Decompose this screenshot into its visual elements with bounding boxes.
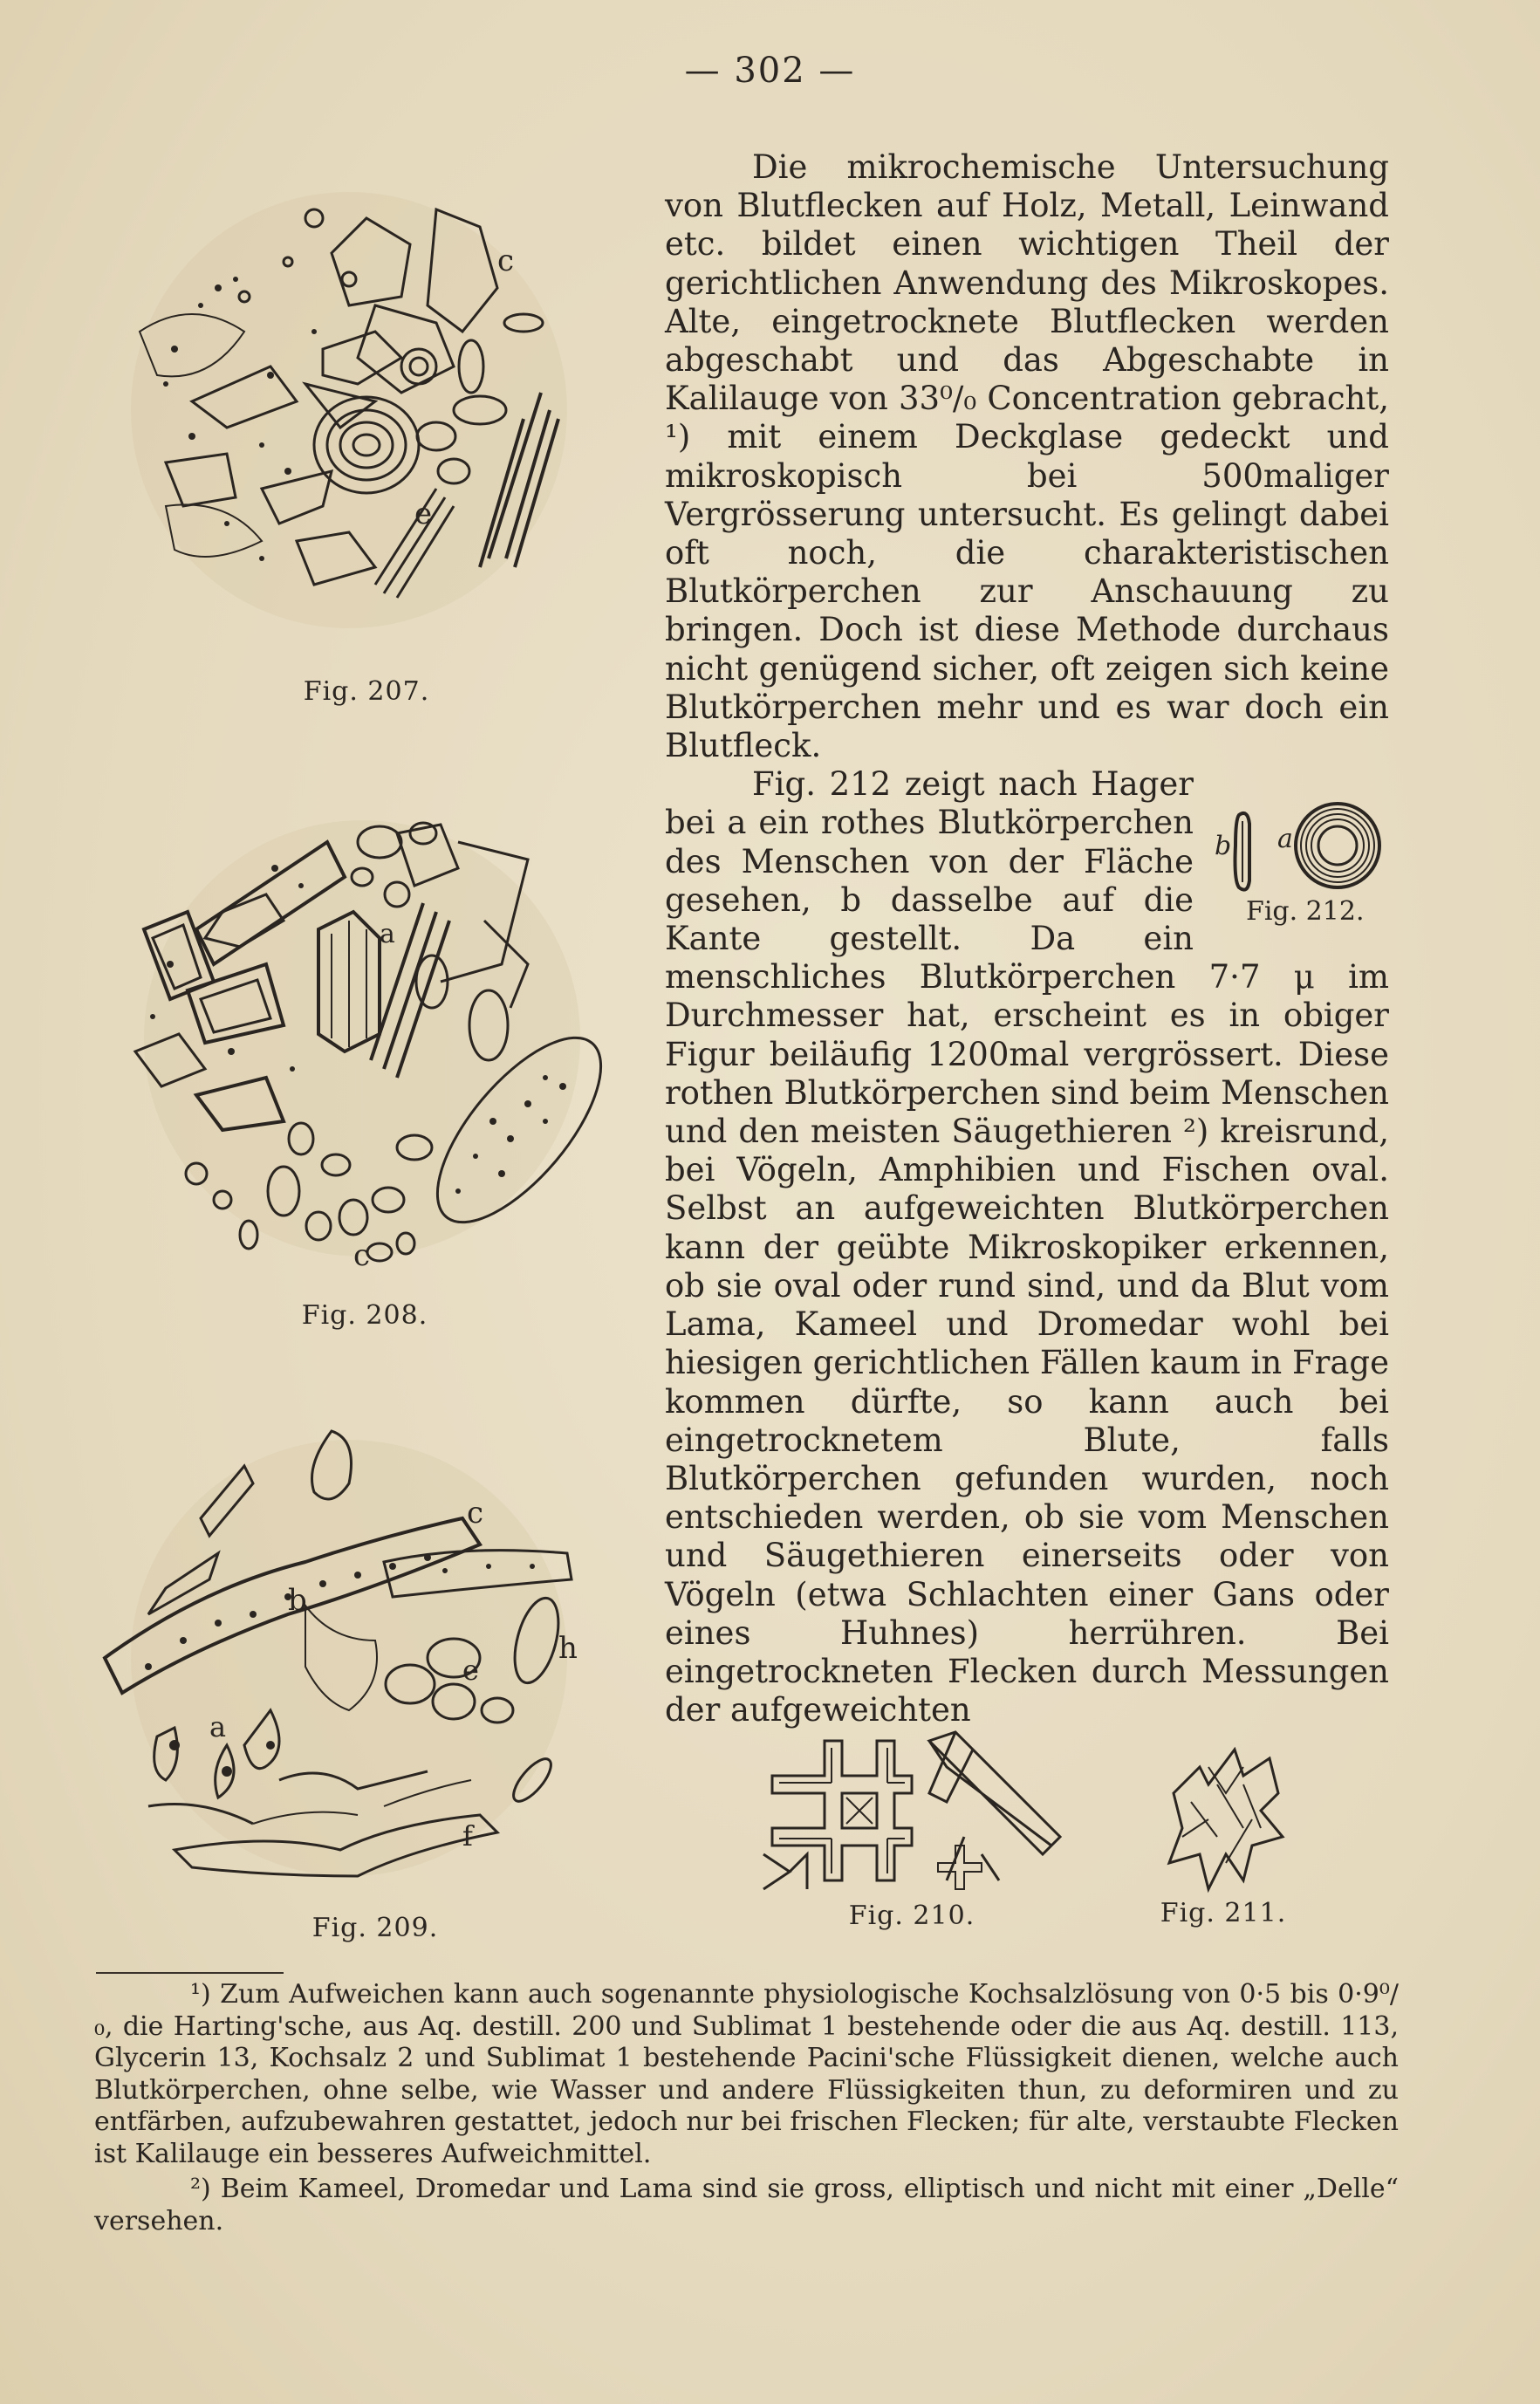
figure-208-illustration (92, 790, 633, 1287)
footnote-rule (96, 1972, 284, 1974)
figure-209-label-b: b (288, 1583, 307, 1618)
figure-207-label-c: c (497, 243, 515, 278)
figure-207-label-e: e (414, 497, 433, 531)
figure-210-illustration (755, 1723, 1069, 1898)
figure-212-label-a: a (1277, 824, 1293, 855)
figure-212 (1202, 776, 1394, 942)
figure-209-caption: Fig. 209. (311, 1913, 439, 1943)
paragraph-2: Fig. 212 zeigt nach Hager bei a ein rothes Blutkörperchen des Menschen von der Fläche gesehen, b dasselbe auf die Kante gestellt. Da ein menschliches Blutkörperchen 7·7 μ im Durchmesser hat, erscheint es in obiger Figur beiläufig 1200mal vergrössert. Diese rothen Blutkörperchen sind beim Menschen und den meisten Säugethieren ²) kreisrund, bei Vögeln, Amphibien und Fischen oval. Selbst an aufgeweichten Blutkörperchen kann der geübte Mikroskopiker erkennen, ob sie oval oder rund sind, und da Blut vom Lama, Kameel und Dromedar wohl bei hiesigen gerichtlichen Fällen kaum in Frage kommen dürfte, so kann auch bei eingetrocknetem Blute, falls Blutkörperchen gefunden wurden, noch entschieden werden, ob sie vom Menschen und Säugethieren einerseits oder von Vögeln (etwa Schlachten einer Gans oder eines Huhnes) herrühren. Bei eingetrockneten Flecken durch Messungen der aufgeweichten (665, 765, 1389, 1729)
footnote-2: ²) Beim Kameel, Dromedar und Lama sind sie gross, elliptisch und nicht mit einer „Delle“ versehen. (94, 2174, 1399, 2236)
figure-209-label-h: h (558, 1631, 578, 1666)
figure-212-illustration (1202, 776, 1394, 942)
figure-207-caption: Fig. 207. (303, 676, 430, 707)
figure-209-illustration (96, 1414, 602, 1902)
figure-209-label-e: e (462, 1654, 479, 1687)
figure-211-illustration (1156, 1741, 1296, 1894)
paragraph-1: Die mikrochemische Untersuchung von Blutflecken auf Holz, Metall, Leinwand etc. bildet einen wichtigen Theil der gerichtlichen Anwendung des Mikroskopes. Alte, eingetrocknete Blutflecken werden abgeschabt und das Abgeschabte in Kalilauge von 33⁰/₀ Concentration gebracht, ¹) mit einem Deckglase gedeckt und mikroskopisch bei 500maliger Vergrösserung untersucht. Es gelingt dabei oft noch, die charakteristischen Blutkörperchen zur Anschauung zu bringen. Doch ist diese Methode durchaus nicht genügend sicher, oft zeigen sich keine Blutkörperchen mehr und es war doch ein Blutfleck. (665, 148, 1389, 765)
figure-209-label-c: c (467, 1496, 484, 1531)
figure-209-label-a: a (209, 1710, 227, 1743)
figure-208-caption: Fig. 208. (301, 1300, 428, 1331)
figure-212-caption: Fig. 212. (1246, 896, 1365, 928)
figure-208-label-a: a (380, 919, 395, 949)
figure-208-label-c: c (353, 1238, 371, 1273)
figure-207-illustration (87, 157, 611, 654)
footnote-1: ¹) Zum Aufweichen kann auch sogenannte physiologische Kochsalzlösung von 0·5 bis 0·9⁰/₀, die Harting'sche, aus Aq. destill. 200 und Sublimat 1 bestehende oder die aus Aq. destill. 113, Glycerin 13, Kochsalz 2 und Sublimat 1 bestehende Pacini'sche Flüssigkeit dienen, welche auch Blutkörperchen, ohne selbe, wie Wasser und andere Flüssigkeiten thun, zu deformiren und zu entfärben, aufzubewahren gestattet, jedoch nur bei frischen Flecken; für alte, verstaubte Flecken ist Kalilauge ein besseres Aufweichmittel. (94, 1979, 1399, 2169)
figure-211-caption: Fig. 211. (1160, 1898, 1287, 1928)
figure-212-label-b: b (1215, 831, 1232, 862)
figure-210-caption: Fig. 210. (848, 1901, 975, 1931)
page-number: — 302 — (684, 51, 856, 91)
figure-209-label-f: f (462, 1819, 473, 1853)
footnotes (94, 1979, 1399, 2241)
main-text-column (665, 148, 1389, 1729)
